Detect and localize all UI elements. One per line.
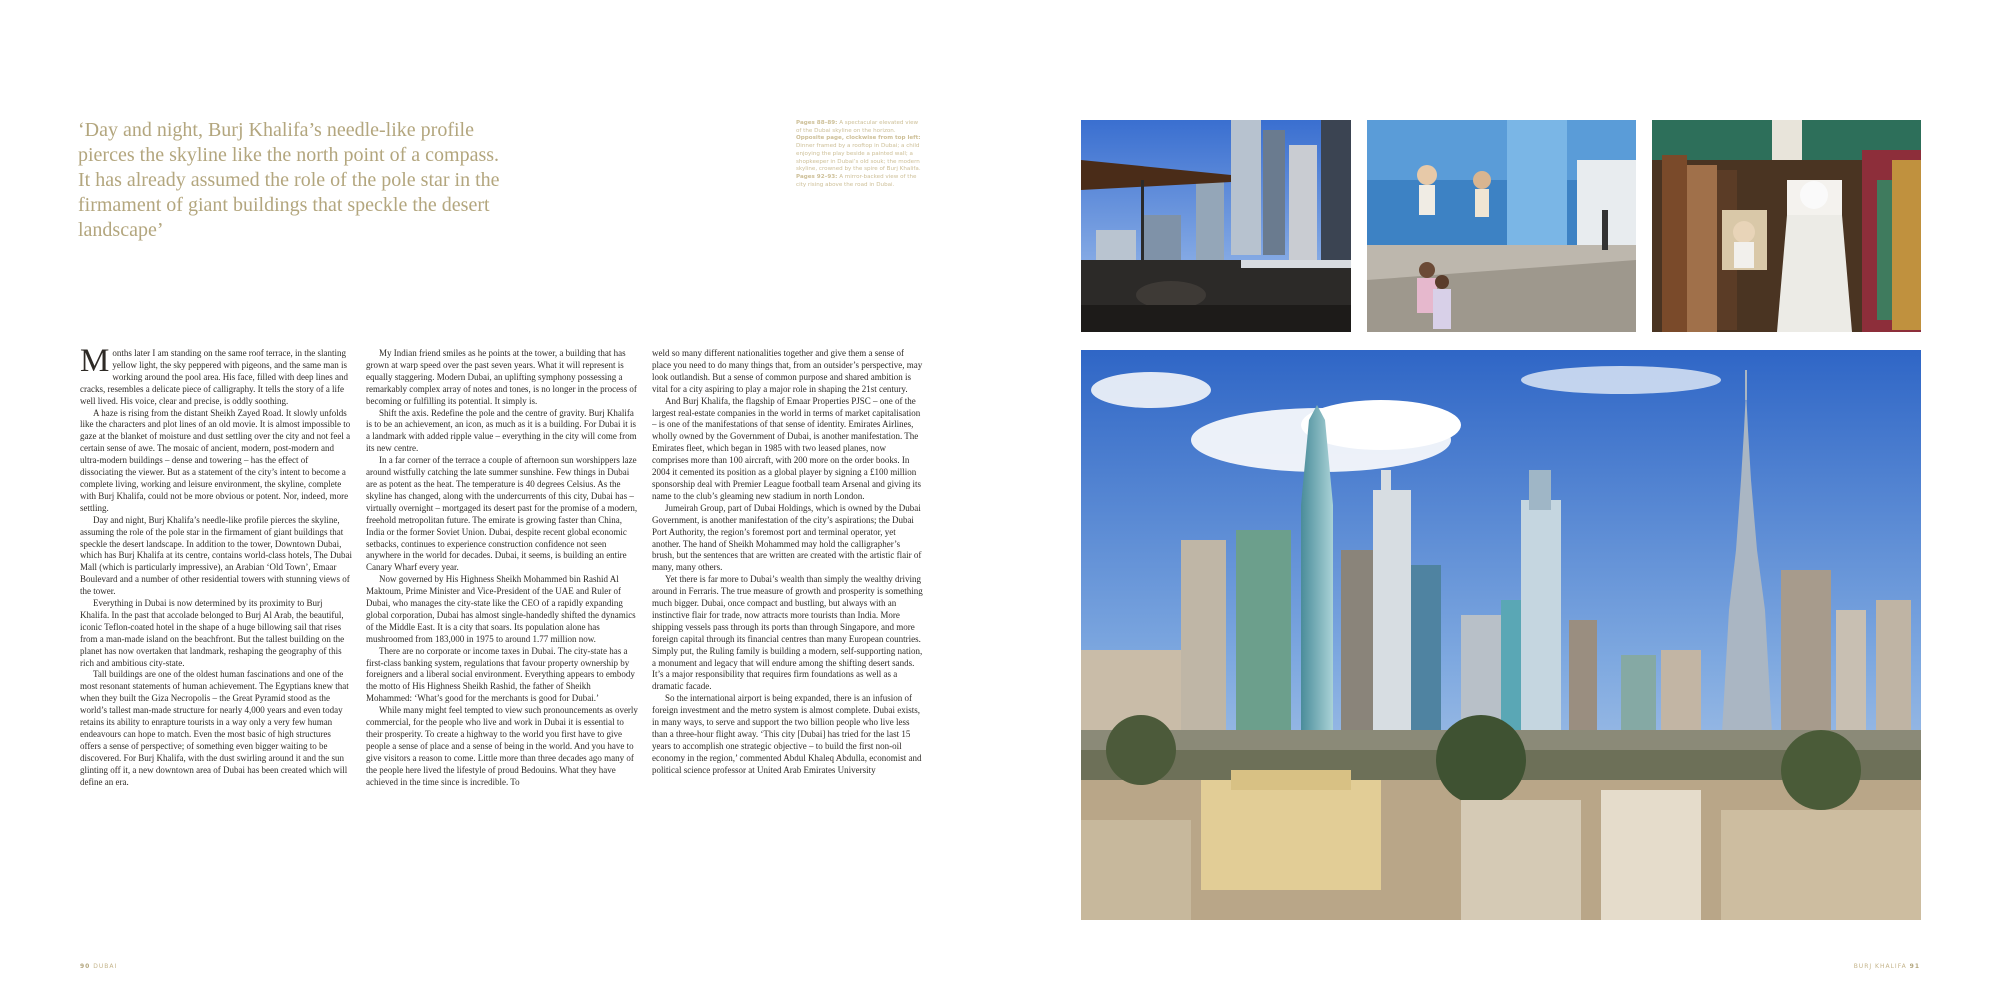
photo-souk-shopkeeper (1652, 120, 1921, 332)
body-paragraph: And Burj Khalifa, the flagship of Emaar Properties PJSC – one of the largest real-estate companies in the world in terms of market capitalisation – is one of the manifestations of that sense of identity. Emirates Airlines, wholly owned by the Government of Dubai, is another manifestation. The Emirates fleet, which began in 1985 with two leased planes, now comprises more than 100 aircraft, with 200 more on the order books. In 2004 it cemented its position as a global player by signing a £100 million sponsorship deal with Premier League football team Arsenal and giving its name to the club’s gleaming new stadium in north London. (652, 395, 921, 501)
caption-heading: Pages 88–89: (796, 120, 838, 126)
body-paragraph: Yet there is far more to Dubai’s wealth than simply the wealthy driving around in Ferraris. The true measure of growth and prosperity is something much bigger. Dubai, once compact and bustling, but always with an instinctive flair for trade, now attracts more tourists than India. More shipping vessels pass through its ports than through Singapore, and more foreign capital through its financial centres than many European countries. Simply put, the Ruling family is building a modern, self-supporting nation, a monument and legacy that will endure among the shifting desert sands. It’s a major responsibility that requires firm foundations as well as a dramatic facade. (652, 574, 923, 692)
body-paragraph: Jumeirah Group, part of Dubai Holdings, which is owned by the Dubai Government, is another manifestation of the city’s aspirations; the Dubai Port Authority, the region’s foremost port and terminal operator, yet another. The hand of Sheikh Mohammed may hold the calligrapher’s brush, but the sentences that are written are created with the artistic flair of many, many others. (652, 502, 922, 573)
body-paragraph: Shift the axis. Redefine the pole and the centre of gravity. Burj Khalifa is to be an achievement, an icon, as much as it is a building. For Dubai it is a landmark with added ripple value – everything in the city will come from its new centre. (366, 407, 637, 454)
caption-1 (796, 120, 924, 135)
page-number: 90 (80, 963, 91, 970)
body-paragraph: Everything in Dubai is now determined by its proximity to Burj Khalifa. In the past that accolade belonged to Burj Al Arab, the beautiful, iconic Teflon-coated hotel in the shape of a huge billowing sail that rises from a man-made island on the beachfront. But the tallest building on the planet has now overtaken that landmark, reshaping the geography of this rich and ambitious city-state. (80, 598, 345, 668)
running-head: DUBAI (93, 963, 118, 970)
body-paragraph (80, 348, 352, 408)
caption-2 (796, 135, 924, 174)
caption-heading: Pages 92–93: (796, 173, 838, 180)
body-paragraph: A haze is rising from the distant Sheikh Zayed Road. It slowly unfolds like the characters and plot lines of an old movie. It is almost impossible to gaze at the blanket of moisture and dust settling over the city and not feel a certain sense of awe. The mosaic of ancient, modern, post-modern and ultra-modern buildings – dense and towering – has the effect of dissociating the viewer. But as a statement of the city’s intent to become a complete living, working and leisure environment, the skyline, complete with Burj Khalifa, could not be more obvious or potent. Nor, indeed, more settling. (80, 407, 351, 513)
running-head: BURJ KHALIFA (1853, 963, 1907, 970)
caption-heading: Opposite page, clockwise from top left: (796, 135, 921, 142)
body-paragraph: weld so many different nationalities together and give them a sense of place you need to do many things that, from an outsider’s perspective, may look outlandish. But a sense of common purpose and shared ambition is vital for a city aspiring to play a major role in shaping the 21st century. (652, 348, 923, 394)
body-column-1 (80, 348, 352, 930)
caption-text: Dinner framed by a rooftop in Dubai; a child enjoying the play beside a painted wall; a shopkeeper in Dubai’s old souk; the modern skyline, crowned by the spire of Burj Khalifa. (796, 143, 921, 173)
photo-dubai-skyline (1081, 350, 1921, 920)
paragraph-text: onths later I am standing on the same roof terrace, in the slanting yellow light, the sky peppered with pigeons, and the same man is working around the pool area. His face, filled with deep lines and cracks, resembles a delicate piece of calligraphy. It tells the story of a life well lived. His voice, clear and precise, is oddly soothing. (80, 348, 349, 406)
body-paragraph: Now governed by His Highness Sheikh Mohammed bin Rashid Al Maktoum, Prime Minister and Vice-President of the UAE and Ruler of Dubai, who manages the city-state like the CEO of a rapidly expanding global corporation, Dubai has almost single-handedly shifted the dynamics of the Middle East. It is a city that soars. Its population alone has mushroomed from 183,000 in 1975 to around 1.77 million now. (366, 574, 636, 644)
page-number: 91 (1909, 963, 1920, 970)
body-paragraph: There are no corporate or income taxes in Dubai. The city-state has a first-class banking system, regulations that favour property ownership by foreigners and a liberal social environment. Everything appears to embody the motto of His Highness Sheikh Rashid, the father of Sheikh Mohammed: ‘What’s good for the merchants is good for Dubai.’ (366, 645, 635, 704)
body-paragraph: While many might feel tempted to view such pronouncements as overly commercial, for the people who live and work in Dubai it is essential to their prosperity. To create a highway to the world you first have to give people a sense of place and a sense of being in the world. And you have to give visitors a reason to come. Little more than three decades ago many of the people here lived the lifestyle of proud Bedouins. What they have achieved in the time since is incredible. To (366, 705, 638, 787)
caption-3 (796, 174, 924, 189)
photo-children-painted-wall (1367, 120, 1636, 332)
body-paragraph: My Indian friend smiles as he points at the tower, a building that has grown at warp speed over the past seven years. What it will represent is equally staggering. Modern Dubai, an uplifting symphony possessing a remarkably complex array of notes and tones, is no longer in the process of becoming or fulfilling its potential. It simply is. (366, 348, 637, 406)
drop-cap: M (80, 348, 110, 379)
body-paragraph: Tall buildings are one of the oldest human fascinations and one of the most resonant statements of human achievement. The Egyptians knew that when they built the Giza Necropolis – the Great Pyramid stood as the world’s tallest man-made structure for nearly 4,000 years and even today retains its ability to enrapture tourists in a way only a very few human endeavours can hope to match. Even the most basic of high structures offers a sense of perspective; of something even bigger waiting to be discovered. For Burj Khalifa, with the dust swirling around it and the sun glinting off it, a new downtown area of Dubai has been created which will define an era. (80, 669, 349, 787)
photo-rooftop-terrace (1081, 120, 1351, 332)
folio-left (80, 963, 117, 970)
body-paragraph: Day and night, Burj Khalifa’s needle-like profile pierces the skyline, assuming the role of the pole star in the firmament of giant buildings that speckle the desert landscape. In addition to the tower, Downtown Dubai, which has Burj Khalifa at its centre, contains world-class hotels, The Dubai Mall (which is particularly impressive), an Arabian ‘Old Town’, Emaar Boulevard and a number of other residential towers with stunning views of the tower. (80, 514, 352, 597)
folio-right (1854, 963, 1920, 970)
caption-text: A mirror-backed view of the city rising above the road in Dubai. (796, 173, 917, 188)
body-column-2 (366, 348, 638, 930)
caption-text: A spectacular elevated view of the Dubai skyline on the horizon. (796, 120, 919, 134)
body-paragraph: In a far corner of the terrace a couple of afternoon sun worshippers laze around wistfully catching the late summer sunshine. Few things in Dubai are as potent as the heat. The temperature is 40 degrees Celsius. As the skyline has changed, along with the undercurrents of this city, Dubai has – virtually overnight – mortgaged its desert past for the promise of a modern, freehold metropolitan future. The emirate is growing faster than China, India or the former Soviet Union. Dubai, despite recent global economic setbacks, continues to experience construction confidence not seen anywhere in the world for decades. Dubai, it seems, is building an entire Canary Wharf every year. (366, 455, 638, 573)
pull-quote: ‘Day and night, Burj Khalifa’s needle-like profile pierces the skyline like the north point of a compass. It has already assumed the role of the pole star in the firmament of giant buildings that speckle the desert landscape’ (78, 119, 500, 241)
photo-captions (796, 120, 924, 189)
body-column-3 (652, 348, 924, 930)
body-paragraph: So the international airport is being expanded, there is an infusion of foreign investment and the metro system is almost complete. Dubai exists, in many ways, to serve and support the two billion people who live less than a three-hour flight away. ‘This city [Dubai] has tried for the last 15 years to accomplish one strategic objective – to build the first non-oil economy in the region,’ commented Abdul Khaleq Abdulla, economist and political science professor at United Arab Emirates University (652, 693, 922, 775)
